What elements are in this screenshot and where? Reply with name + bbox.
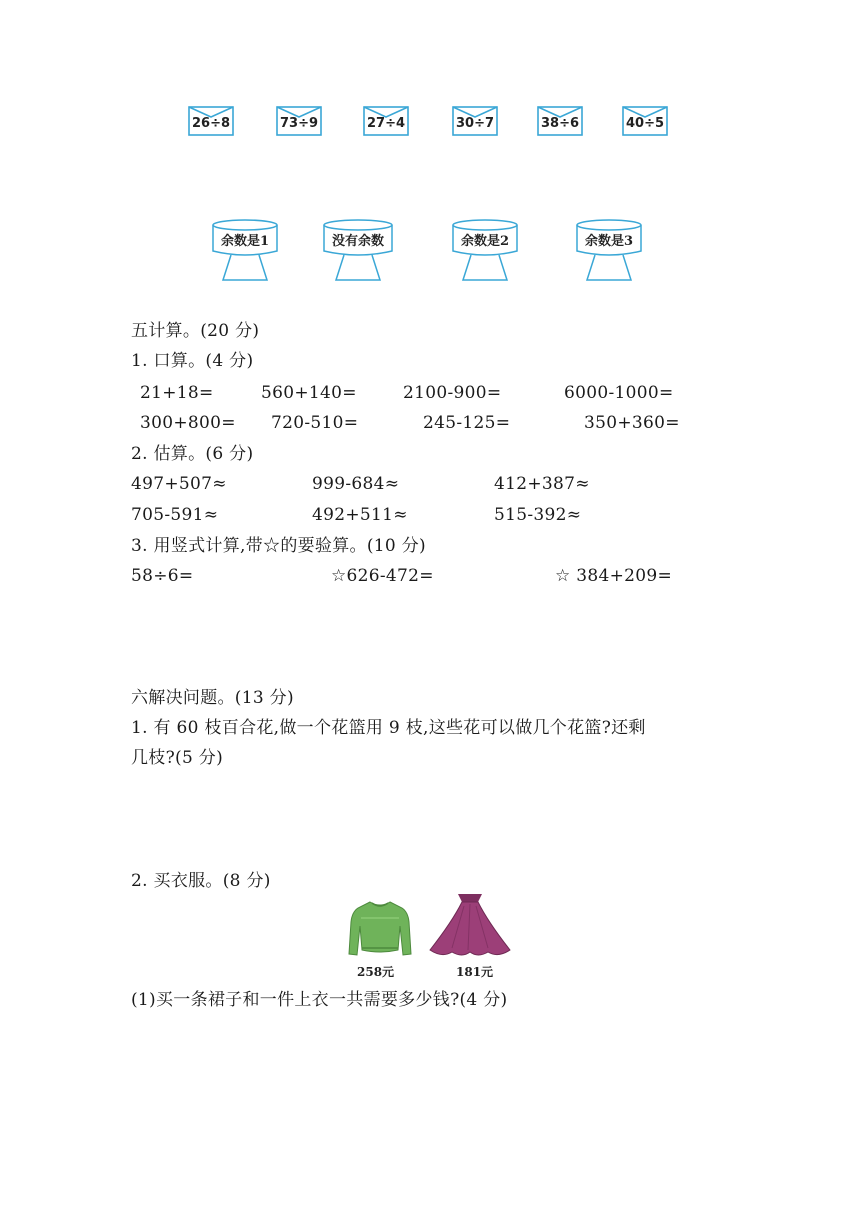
vertical-calc-item: ☆ 384+209=	[555, 566, 673, 586]
section-6-title: 六解决问题。(13 分)	[131, 688, 294, 708]
remainder-box	[451, 218, 519, 282]
sweater-image	[348, 898, 412, 960]
q1-title: 1. 口算。(4 分)	[131, 351, 254, 371]
envelope-card	[363, 106, 409, 136]
box-label: 没有余数	[331, 234, 384, 249]
estimate-item: 412+387≈	[494, 474, 590, 494]
box-label: 余数是2	[460, 234, 510, 249]
envelope-card	[537, 106, 583, 136]
sweater-price: 258元	[357, 965, 395, 979]
envelope-card	[452, 106, 498, 136]
mental-math-item: 350+360=	[584, 413, 680, 433]
section-5-title: 五计算。(20 分)	[131, 321, 260, 341]
envelope-card	[188, 106, 234, 136]
box-label: 余数是1	[220, 234, 270, 249]
problem-2-sub-1: (1)买一条裙子和一件上衣一共需要多少钱?(4 分)	[131, 990, 508, 1010]
envelope-card	[276, 106, 322, 136]
vertical-calc-item: 58÷6=	[131, 566, 194, 586]
remainder-box	[575, 218, 643, 282]
remainder-box	[211, 218, 279, 282]
estimate-item: 705-591≈	[131, 505, 219, 525]
envelope-label: 26÷8	[191, 116, 231, 131]
envelope-card	[622, 106, 668, 136]
envelope-label: 38÷6	[540, 116, 580, 131]
problem-2-title: 2. 买衣服。(8 分)	[131, 871, 271, 891]
mental-math-item: 6000-1000=	[564, 383, 674, 403]
mental-math-item: 21+18=	[140, 383, 214, 403]
envelope-label: 73÷9	[279, 116, 319, 131]
mental-math-item: 560+140=	[261, 383, 357, 403]
mental-math-item: 2100-900=	[403, 383, 502, 403]
estimate-item: 492+511≈	[312, 505, 408, 525]
envelope-label: 27÷4	[366, 116, 406, 131]
envelope-label: 30÷7	[455, 116, 495, 131]
estimate-item: 497+507≈	[131, 474, 227, 494]
mental-math-item: 300+800=	[140, 413, 236, 433]
estimate-item: 999-684≈	[312, 474, 400, 494]
envelope-label: 40÷5	[625, 116, 665, 131]
estimate-item: 515-392≈	[494, 505, 582, 525]
skirt-price: 181元	[456, 965, 494, 979]
mental-math-item: 245-125=	[423, 413, 511, 433]
mental-math-item: 720-510=	[271, 413, 359, 433]
box-label: 余数是3	[584, 234, 634, 249]
q3-title: 3. 用竖式计算,带☆的要验算。(10 分)	[131, 536, 426, 556]
q2-title: 2. 估算。(6 分)	[131, 444, 254, 464]
problem-1-line-2: 几枝?(5 分)	[131, 748, 223, 768]
problem-1-line-1: 1. 有 60 枝百合花,做一个花篮用 9 枝,这些花可以做几个花篮?还剩	[131, 718, 646, 738]
remainder-box	[322, 218, 390, 282]
vertical-calc-item: ☆626-472=	[331, 566, 434, 586]
skirt-image	[428, 892, 512, 960]
